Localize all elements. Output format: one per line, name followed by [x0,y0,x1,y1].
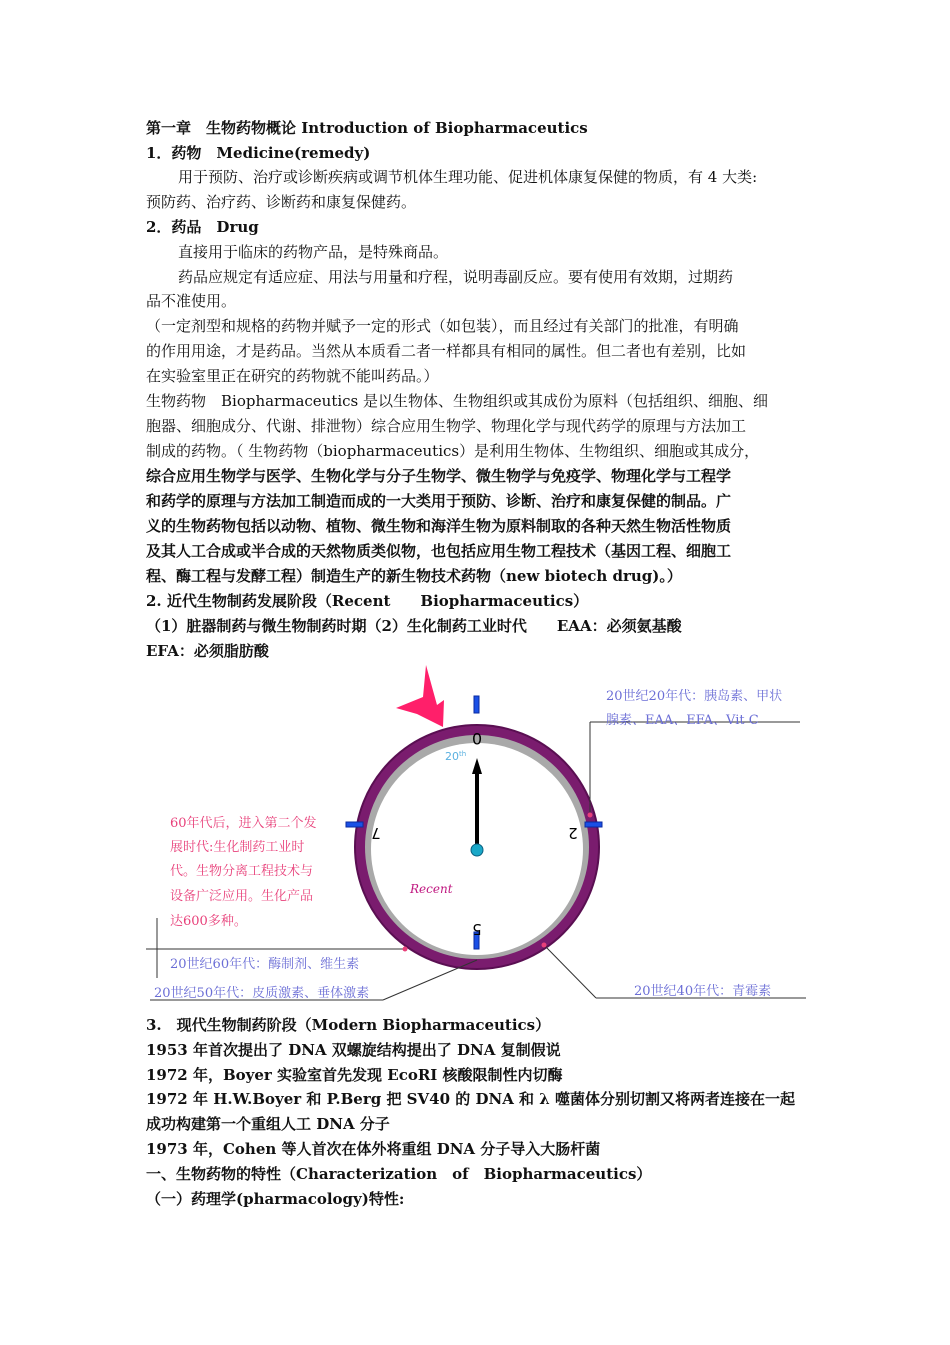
text-line: 用于预防、治疗或诊断疾病或调节机体生理功能、促进机体康复保健的物质，有 4 大类: [178,168,758,186]
text-line: 的作用用途，才是药品。当然从本质看二者一样都具有相同的属性。但二者也有差别，比如 [146,342,747,360]
text-line: 1972 年 H.W.Boyer 和 P.Berg 把 SV40 的 DNA 和 λ 噬菌体分别切割又将两者连接在一起 [146,1090,796,1108]
text-line: 药品应规定有适应症、用法与用量和疗程，说明毒副反应。要有使用有效期，过期药 [178,268,734,286]
dial-label-top: 0 [471,729,483,748]
label-60s-after-line3: 代。生物分离工程技术与 [170,864,314,879]
label-1920s-line2: 腺素、EAA、EFA、Vit C [606,713,759,728]
text-line: （一）药理学(pharmacology)特性: [146,1190,405,1208]
text-line: 品不准使用。 [146,292,237,310]
label-60s-after-line1: 60年代后，进入第二个发 [170,816,317,831]
text-line: 直接用于临床的药物产品，是特殊商品。 [178,243,449,261]
dial-label-20-suffix: th [459,750,467,758]
connector-dot-60s [403,947,408,952]
text-line: 成功构建第一个重组人工 DNA 分子 [146,1115,390,1133]
text-line: 1953 年首次提出了 DNA 双螺旋结构提出了 DNA 复制假说 [146,1041,561,1059]
text-line: 程、酶工程与发酵工程）制造生产的新生物技术药物（new biotech drug)。） [146,567,682,585]
text-line: 预防药、治疗药、诊断药和康复保健药。 [146,193,417,211]
text-line: 及其人工合成或半合成的天然物质类似物，也包括应用生物工程技术（基因工程、细胞工 [146,542,732,560]
connector-dot-right [588,813,593,818]
label-60s-after-line4: 设备广泛应用。生化产品 [170,889,314,904]
label-1940s: 20世纪40年代：青霉素 [634,984,772,999]
text-line: 1973 年，Cohen 等人首次在体外将重组 DNA 分子导入大肠杆菌 [146,1140,601,1158]
dial-label-bottom: 5 [472,920,482,938]
dial-label-left: 7 [371,824,381,842]
text-line: 综合应用生物学与医学、生物化学与分子生物学、微生物学与免疫学、物理化学与工程学 [146,467,732,485]
clock-center-label: Recent [410,882,453,896]
label-1950s: 20世纪50年代：皮质激素、垂体激素 [154,986,370,1001]
text-line: 1．药物 Medicine(remedy) [146,144,371,162]
marker-top [474,696,479,713]
text-line: 2．药品 Drug [146,218,259,236]
text-line: 1972 年，Boyer 实验室首先发现 EcoRI 核酸限制性内切酶 [146,1066,563,1084]
connector-40s-diag [544,945,596,998]
text-line: EFA：必须脂肪酸 [146,642,269,660]
connector-50s-diag [383,960,477,1000]
text-line: （一定剂型和规格的药物并赋予一定的形式（如包装），而且经过有关部门的批准，有明确 [146,317,739,335]
text-line: 3. 现代生物制药阶段（Modern Biopharmaceutics） [146,1016,551,1034]
marker-left [346,822,363,827]
connector-dot-40s [542,943,547,948]
text-line: （1）脏器制药与微生物制药时期（2）生化制药工业时代 EAA：必须氨基酸 [146,617,682,635]
text-line: 在实验室里正在研究的药物就不能叫药品。） [146,367,439,385]
marker-right [585,822,602,827]
text-line: 2. 近代生物制药发展阶段（Recent Biopharmaceutics） [146,592,589,610]
text-line: 义的生物药物包括以动物、植物、微生物和海洋生物为原料制取的各种天然生物活性物质 [146,517,732,535]
label-1960s: 20世纪60年代：酶制剂、维生素 [170,957,360,972]
text-line: 制成的药物。（ 生物药物（biopharmaceutics）是利用生物体、生物组织、细胞或其成分， [146,442,760,460]
dial-label-20-number: 20 [445,750,459,763]
text-line: 和药学的原理与方法加工制造而成的一大类用于预防、诊断、治疗和康复保健的制品。广 [146,492,732,510]
label-60s-after-line5: 达600多种。 [170,914,247,929]
clock-pivot [471,844,483,856]
text-line: 生物药物 Biopharmaceutics 是以生物体、生物组织或其成份为原料（包括组织、细胞、细 [146,392,769,410]
text-line: 第一章 生物药物概论 Introduction of Biopharmaceutics [146,119,588,137]
dial-label-right: 2 [568,824,578,842]
text-line: 一、生物药物的特性（Characterization of Biopharmaceutics） [146,1165,652,1183]
label-1920s-line1: 20世纪20年代：胰岛素、甲状 [606,689,783,704]
label-60s-after-line2: 展时代:生化制药工业时 [170,840,305,855]
text-line: 胞器、细胞成分、代谢、排泄物）综合应用生物学、物理化学与现代药学的原理与方法加工 [146,417,747,435]
pink-pointer-arrow-icon [396,665,444,727]
